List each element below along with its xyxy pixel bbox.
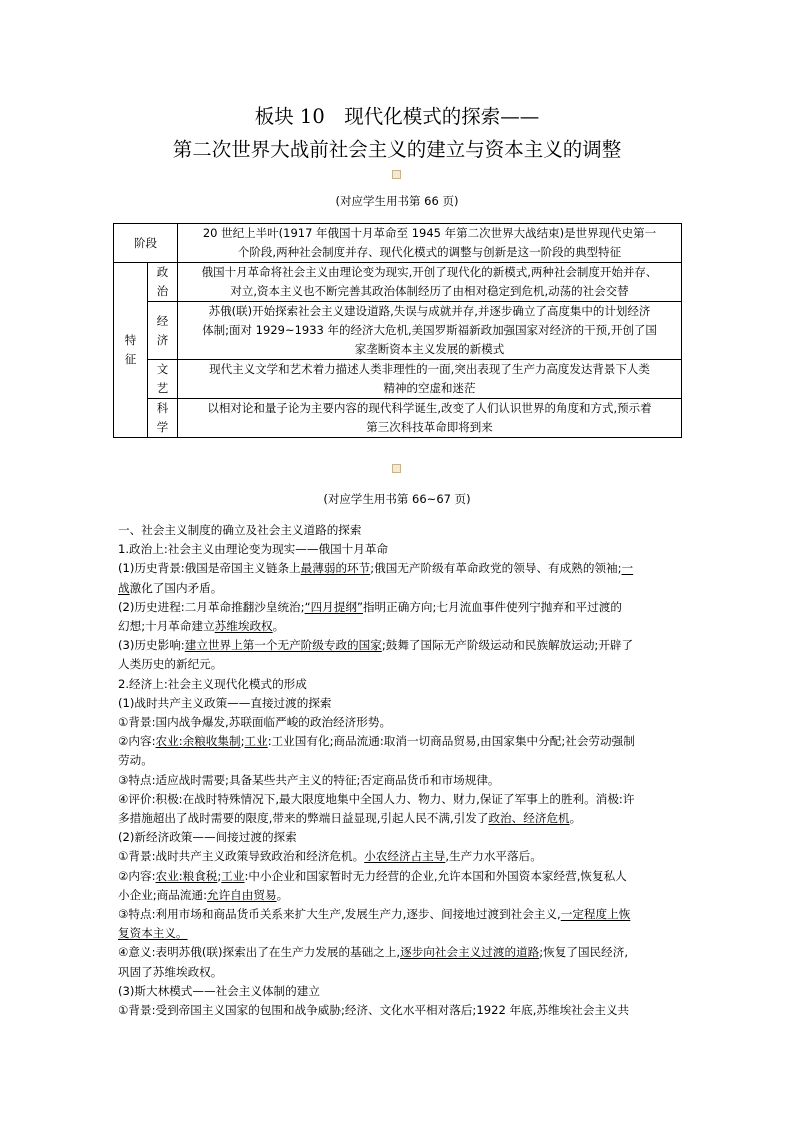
table-row-economy [114, 302, 682, 360]
paragraph-line: ①背景:战时共产主义政策导致政治和经济危机。小农经济占主导,生产力水平落后。 [118, 849, 542, 864]
paragraph-line: (2)历史进程:二月革命推翻沙皇统治;“四月提纲”指明正确方向;七月流血事件使列宁抛弃和平过渡的 [118, 599, 622, 614]
paragraph-line: (1)历史背景:俄国是帝国主义链条上最薄弱的环节;俄国无产阶级有革命政党的领导、有成熟的领袖;一 [118, 561, 634, 576]
table-row-arts [114, 360, 682, 399]
page-title-line-2: 第二次世界大战前社会主义的建立与资本主义的调整 [172, 138, 622, 161]
stage-text: 20 世纪上半叶(1917 年俄国十月革命至 1945 年第二次世界大战结束)是世界现代史第一 个阶段,两种社会制度并存、现代化模式的调整与创新是这一阶段的典型特征 [178, 224, 682, 263]
paragraph-line: 复资本主义。 [118, 926, 188, 941]
paragraph-line: (3)斯大林模式——社会主义体制的建立 [118, 983, 320, 998]
science-text: 以相对论和量子论为主要内容的现代科学诞生,改变了人们认识世界的角度和方式,预示着 第三次科技革命即将到来 [178, 399, 682, 438]
placeholder-image-icon [392, 464, 401, 473]
category-arts: 文 艺 [148, 360, 178, 399]
politics-text: 俄国十月革命将社会主义由理论变为现实,开创了现代化的新模式,两种社会制度开始并存、 对立,资本主义也不断完善其政治体制经历了由相对稳定到危机,动荡的社会交替 [178, 263, 682, 302]
paragraph-line: ①背景:受到帝国主义国家的包围和战争威胁;经济、文化水平相对落后;1922 年底,苏维埃社会主义共 [118, 1003, 630, 1018]
overview-table [113, 223, 682, 438]
paragraph-line: 战激化了国内矛盾。 [118, 580, 223, 595]
paragraph-line: ②内容:农业:粮食税;工业:中小企业和国家暂时无力经营的企业,允许本国和外国资本家经营,恢复私人 [118, 868, 627, 883]
paragraph-line: 人类历史的新纪元。 [118, 657, 223, 672]
paragraph-line: ③特点:利用市场和商品货币关系来扩大生产,发展生产力,逐步、间接地过渡到社会主义,一定程度上恢 [118, 907, 631, 922]
table-row-stage [114, 224, 682, 263]
paragraph-line: ④评价:积极:在战时特殊情况下,最大限度地集中全国人力、物力、财力,保证了军事上的胜利。消极:许 [118, 791, 635, 806]
paragraph-line: 幻想;十月革命建立苏维埃政权。 [118, 619, 285, 634]
paragraph-line: 劳动。 [118, 753, 153, 768]
table-row-politics [114, 263, 682, 302]
paragraph-line: ①背景:国内战争爆发,苏联面临严峻的政治经济形势。 [118, 715, 392, 730]
category-politics: 政 治 [148, 263, 178, 302]
paragraph-line: 巩固了苏维埃政权。 [118, 964, 223, 979]
category-science: 科 学 [148, 399, 178, 438]
paragraph-line: ②内容:农业:余粮收集制;工业:工业国有化;商品流通:取消一切商品贸易,由国家集中分配;社会劳动强制 [118, 734, 635, 749]
subheading: 1.政治上:社会主义由理论变为现实——俄国十月革命 [118, 542, 389, 557]
economy-text: 苏俄(联)开始探索社会主义建设道路,失误与成就并存,并逐步确立了高度集中的计划经济 体制;面对 1929~1933 年的经济大危机,美国罗斯福新政加强国家对经济的干预,开创了国 家垄断资本主义发展的新模式 [178, 302, 682, 360]
placeholder-image-icon [392, 170, 401, 179]
page-reference-2: (对应学生用书第 66~67 页) [323, 492, 471, 506]
paragraph-line: ④意义:表明苏俄(联)探索出了在生产力发展的基础之上,逐步向社会主义过渡的道路;恢复了国民经济, [118, 945, 628, 960]
main-text [118, 521, 678, 1020]
subheading: 2.经济上:社会主义现代化模式的形成 [118, 676, 307, 691]
category-economy: 经 济 [148, 302, 178, 360]
section-heading: 一、社会主义制度的确立及社会主义道路的探索 [118, 523, 362, 537]
paragraph-line: (2)新经济政策——间接过渡的探索 [118, 830, 297, 845]
table-row-science [114, 399, 682, 438]
paragraph-line: (3)历史影响:建立世界上第一个无产阶级专政的国家;鼓舞了国际无产阶级运动和民族解放运动;开辟了 [118, 638, 634, 653]
paragraph-line: 多措施超出了战时需要的限度,带来的弊端日益显现,引起人民不满,引发了政治、经济危机。 [118, 811, 582, 826]
page-reference-1: (对应学生用书第 66 页) [335, 194, 459, 208]
stage-label: 阶段 [114, 224, 178, 263]
paragraph-line: (1)战时共产主义政策——直接过渡的探索 [118, 695, 332, 710]
arts-text: 现代主义文学和艺术着力描述人类非理性的一面,突出表现了生产力高度发达背景下人类 精神的空虚和迷茫 [178, 360, 682, 399]
feature-label: 特 征 [114, 263, 148, 438]
page-title-line-1: 板块 10 现代化模式的探索—— [254, 105, 540, 128]
paragraph-line: 小企业;商品流通:允许自由贸易。 [118, 887, 289, 902]
paragraph-line: ③特点:适应战时需要;具备某些共产主义的特征;否定商品货币和市场规律。 [118, 772, 500, 787]
